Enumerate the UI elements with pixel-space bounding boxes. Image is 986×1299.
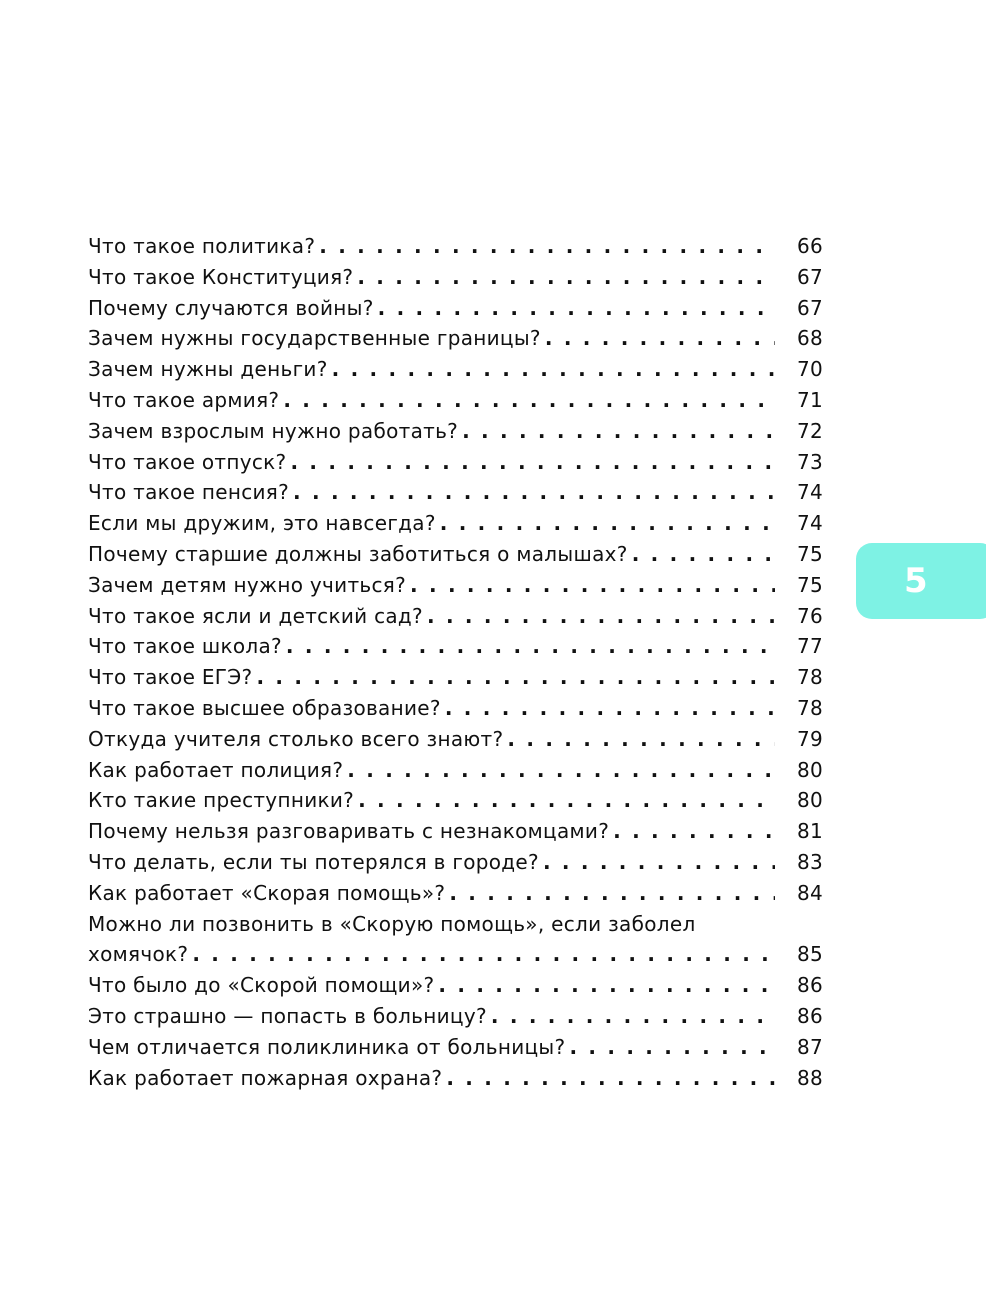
toc-entry-page: 72	[796, 418, 823, 443]
toc-entry-title: Если мы дружим, это навсегда?	[88, 511, 436, 536]
toc-entry-page: 88	[796, 1065, 823, 1090]
toc-entry-title: Почему нельзя разговаривать с незнакомцами?	[88, 819, 610, 844]
toc-entry-page: 81	[796, 819, 823, 844]
dot-leader	[491, 1001, 775, 1032]
toc-entry-title: Что было до «Скорой помощи»?	[88, 973, 435, 998]
toc-entry-title: Зачем детям нужно учиться?	[88, 572, 407, 597]
toc-entry-page: 71	[796, 387, 823, 412]
dot-leader	[449, 878, 775, 909]
toc-entry[interactable]	[88, 847, 823, 878]
toc-entry-title: Что такое Конституция?	[88, 264, 354, 289]
toc-entry[interactable]	[88, 1001, 823, 1032]
toc-entry-multiline-continuation[interactable]	[88, 939, 823, 970]
toc-entry-title: Почему старшие должны заботиться о малышах?	[88, 541, 628, 566]
table-of-contents	[88, 231, 823, 1093]
toc-entry-page: 86	[796, 973, 823, 998]
toc-entry-page: 67	[796, 264, 823, 289]
toc-entry-title: Зачем нужны государственные границы?	[88, 326, 541, 351]
toc-entry-title: Зачем нужны деньги?	[88, 357, 328, 382]
toc-entry[interactable]	[88, 816, 823, 847]
dot-leader	[347, 755, 775, 786]
dot-leader	[507, 724, 775, 755]
toc-entry-page: 78	[796, 695, 823, 720]
toc-entry[interactable]	[88, 508, 823, 539]
toc-entry-page: 76	[796, 603, 823, 628]
toc-entry-title: Как работает полиция?	[88, 757, 344, 782]
dot-leader	[462, 416, 775, 447]
dot-leader	[445, 693, 775, 724]
toc-entry[interactable]	[88, 354, 823, 385]
toc-entry[interactable]	[88, 1032, 823, 1063]
toc-entry-title: Почему случаются войны?	[88, 295, 374, 320]
dot-leader	[427, 601, 775, 632]
dot-leader	[290, 447, 775, 478]
dot-leader	[357, 262, 775, 293]
toc-entry-title: Как работает «Скорая помощь»?	[88, 880, 446, 905]
toc-entry-title: Чем отличается поликлиника от больницы?	[88, 1034, 566, 1059]
toc-entry[interactable]	[88, 539, 823, 570]
toc-entry[interactable]	[88, 416, 823, 447]
toc-entry-page: 78	[796, 665, 823, 690]
toc-entry[interactable]	[88, 631, 823, 662]
toc-entry-title: Это страшно — попасть в больницу?	[88, 1003, 487, 1028]
dot-leader	[543, 847, 775, 878]
toc-entry-page: 74	[796, 511, 823, 536]
toc-entry-multiline[interactable]	[88, 909, 823, 940]
dot-leader	[410, 570, 775, 601]
dot-leader	[438, 970, 775, 1001]
dot-leader	[332, 354, 775, 385]
toc-entry-title-line1: Можно ли позвонить в «Скорую помощь», если заболел	[88, 911, 696, 936]
toc-entry[interactable]	[88, 323, 823, 354]
toc-entry-page: 75	[796, 541, 823, 566]
dot-leader	[632, 539, 775, 570]
toc-entry-title: Что такое политика?	[88, 234, 316, 258]
toc-entry[interactable]	[88, 970, 823, 1001]
toc-entry-page: 87	[796, 1034, 823, 1059]
toc-entry[interactable]	[88, 477, 823, 508]
toc-entry[interactable]	[88, 662, 823, 693]
toc-entry-title: Что такое армия?	[88, 387, 280, 412]
dot-leader	[283, 385, 775, 416]
dot-leader	[293, 477, 775, 508]
toc-entry[interactable]	[88, 293, 823, 324]
toc-entry-title: Кто такие преступники?	[88, 788, 355, 813]
dot-leader	[446, 1063, 775, 1094]
chapter-tab	[856, 543, 986, 619]
toc-entry-page: 68	[796, 326, 823, 351]
dot-leader	[286, 631, 775, 662]
toc-entry-page: 79	[796, 726, 823, 751]
toc-entry-title: Как работает пожарная охрана?	[88, 1065, 443, 1090]
dot-leader	[319, 231, 775, 262]
toc-entry[interactable]	[88, 385, 823, 416]
toc-entry-page: 85	[796, 942, 823, 967]
dot-leader	[358, 785, 775, 816]
toc-entry[interactable]	[88, 601, 823, 632]
toc-entry[interactable]	[88, 878, 823, 909]
toc-entry[interactable]	[88, 262, 823, 293]
toc-entry-page: 67	[796, 295, 823, 320]
dot-leader	[256, 662, 775, 693]
dot-leader	[613, 816, 775, 847]
toc-entry-title: Что такое отпуск?	[88, 449, 287, 474]
dot-leader	[192, 939, 775, 970]
toc-entry-page: 84	[796, 880, 823, 905]
toc-entry-title: Что такое ЕГЭ?	[88, 665, 253, 690]
toc-entry-page: 77	[796, 634, 823, 659]
dot-leader	[569, 1032, 775, 1063]
toc-entry-title: Что делать, если ты потерялся в городе?	[88, 849, 539, 874]
toc-entry-page: 75	[796, 572, 823, 597]
dot-leader	[378, 293, 775, 324]
toc-entry[interactable]	[88, 1063, 823, 1094]
toc-entry[interactable]	[88, 447, 823, 478]
toc-entry-page: 73	[796, 449, 823, 474]
toc-entry-page: 80	[796, 757, 823, 782]
toc-entry[interactable]	[88, 724, 823, 755]
toc-entry[interactable]	[88, 693, 823, 724]
toc-entry[interactable]	[88, 755, 823, 786]
toc-entry-title: Что такое ясли и детский сад?	[88, 603, 423, 628]
toc-entry-page: 86	[796, 1003, 823, 1028]
toc-entry-page: 80	[796, 788, 823, 813]
toc-entry-title-line2: хомячок?	[88, 942, 189, 967]
toc-entry-title: Зачем взрослым нужно работать?	[88, 418, 459, 443]
toc-entry-page: 66	[796, 234, 823, 258]
toc-entry-page: 83	[796, 849, 823, 874]
toc-entry-page: 74	[796, 480, 823, 505]
toc-entry-title: Что такое пенсия?	[88, 480, 290, 505]
dot-leader	[545, 323, 775, 354]
toc-entry-title: Что такое высшее образование?	[88, 695, 441, 720]
dot-leader	[440, 508, 775, 539]
toc-entry-title: Что такое школа?	[88, 634, 282, 659]
chapter-number: 5	[904, 561, 928, 601]
toc-entry[interactable]	[88, 231, 823, 262]
toc-entry-page: 70	[796, 357, 823, 382]
toc-entry[interactable]	[88, 570, 823, 601]
toc-entry-title: Откуда учителя столько всего знают?	[88, 726, 504, 751]
toc-entry[interactable]	[88, 785, 823, 816]
